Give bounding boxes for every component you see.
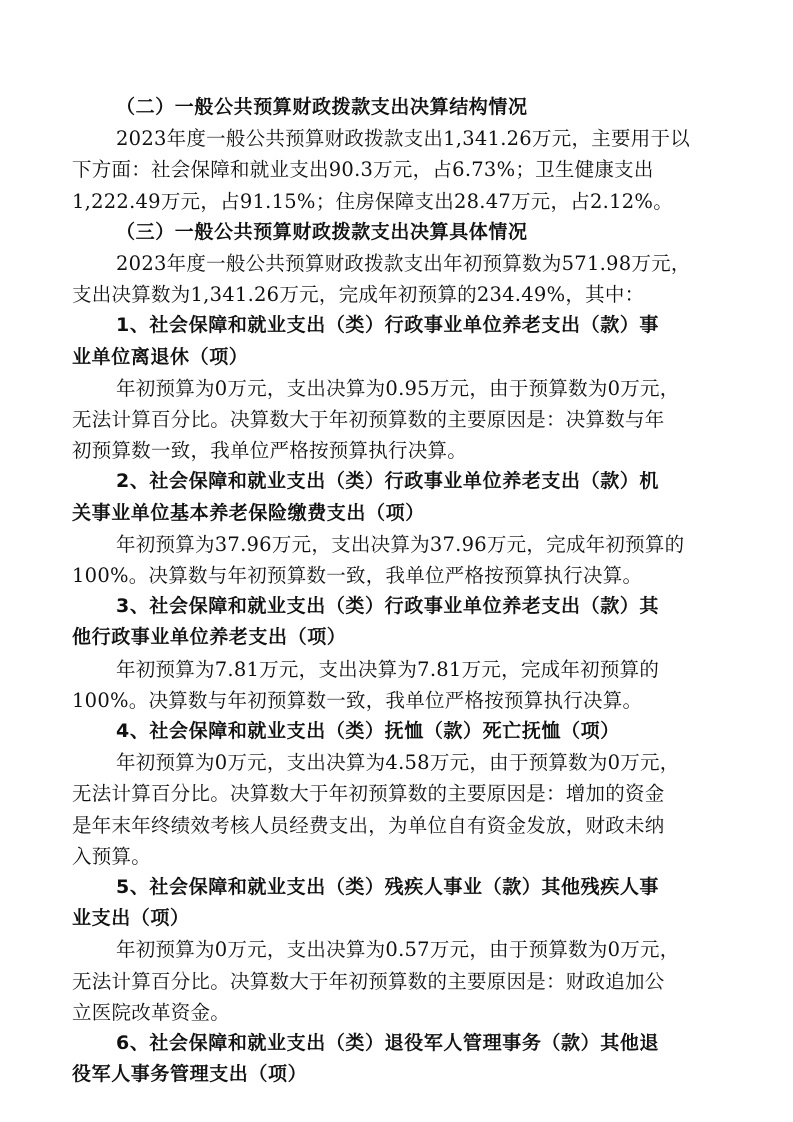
paragraph-line: 2023年度一般公共预算财政拨款支出1,341.26万元，主要用于以 [116, 127, 690, 151]
paragraph-line: 年初预算为0万元，支出决算为0.95万元，由于预算数为0万元， [116, 376, 680, 400]
item-heading-3: 3、社会保障和就业支出（类）行政事业单位养老支出（款）其 [116, 595, 660, 618]
item-heading-5: 5、社会保障和就业支出（类）残疾人事业（款）其他残疾人事 [116, 876, 660, 899]
item-heading-1-cont: 业单位离退休（项） [72, 345, 249, 368]
item-heading-3-cont: 他行政事业单位养老支出（项） [72, 626, 347, 649]
paragraph-line: 年初预算为0万元，支出决算为4.58万元，由于预算数为0万元， [116, 751, 680, 775]
paragraph-line: 100%。决算数与年初预算数一致，我单位严格按预算执行决算。 [72, 564, 643, 588]
item-heading-1: 1、社会保障和就业支出（类）行政事业单位养老支出（款）事 [116, 314, 660, 337]
paragraph-line: 入预算。 [72, 844, 152, 868]
item-heading-2-cont: 关事业单位基本养老保险缴费支出（项） [72, 501, 425, 524]
paragraph-line: 初预算数一致，我单位严格按预算执行决算。 [72, 439, 468, 463]
document-page [72, 92, 722, 1091]
paragraph-line: 无法计算百分比。决算数大于年初预算数的主要原因是：决算数与年 [72, 408, 665, 432]
section-heading-structure: （二）一般公共预算财政拨款支出决算结构情况 [116, 96, 528, 118]
paragraph-line: 无法计算百分比。决算数大于年初预算数的主要原因是：财政追加公 [72, 969, 665, 993]
item-heading-6-cont: 役军人事务管理支出（项） [72, 1063, 308, 1086]
item-heading-4: 4、社会保障和就业支出（类）抚恤（款）死亡抚恤（项） [116, 720, 620, 743]
item-heading-6: 6、社会保障和就业支出（类）退役军人管理事务（款）其他退 [116, 1032, 660, 1055]
item-heading-5-cont: 业支出（项） [72, 907, 190, 930]
paragraph-line: 下方面：社会保障和就业支出90.3万元，占6.73%；卫生健康支出 [72, 158, 654, 182]
paragraph-line: 支出决算数为1,341.26万元，完成年初预算的234.49%，其中： [72, 283, 645, 307]
paragraph-line: 年初预算为7.81万元，支出决算为7.81万元，完成年初预算的 [116, 657, 660, 681]
section-heading-details: （三）一般公共预算财政拨款支出决算具体情况 [116, 220, 528, 243]
paragraph-line: 立医院改革资金。 [72, 1000, 231, 1024]
paragraph-line: 1,222.49万元，占91.15%；住房保障支出28.47万元，占2.12%。 [72, 189, 673, 213]
paragraph-line: 100%。决算数与年初预算数一致，我单位严格按预算执行决算。 [72, 688, 643, 712]
paragraph-line: 2023年度一般公共预算财政拨款支出年初预算数为571.98万元， [116, 252, 691, 276]
paragraph-line: 年初预算为0万元，支出决算为0.57万元，由于预算数为0万元， [116, 938, 680, 962]
item-heading-2: 2、社会保障和就业支出（类）行政事业单位养老支出（款）机 [116, 470, 660, 493]
paragraph-line: 年初预算为37.96万元，支出决算为37.96万元，完成年初预算的 [116, 532, 685, 556]
paragraph-line: 无法计算百分比。决算数大于年初预算数的主要原因是：增加的资金 [72, 782, 665, 806]
paragraph-line: 是年末年终绩效考核人员经费支出，为单位自有资金发放，财政未纳 [72, 813, 665, 837]
